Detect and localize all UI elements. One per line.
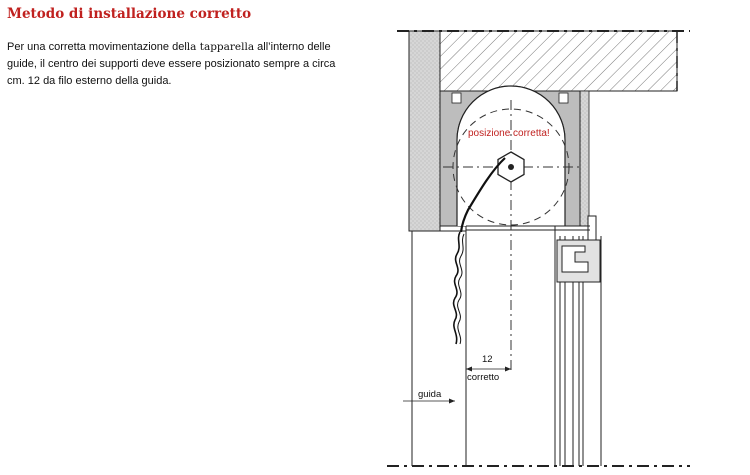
page-title: Metodo di installazione corretto	[7, 6, 252, 22]
guide-callout	[403, 389, 455, 404]
position-label: posizione corretta!	[468, 128, 550, 139]
guide-label: guida	[418, 389, 442, 400]
description-brand: la tapparella	[186, 41, 255, 53]
window-frame-profile	[466, 216, 600, 282]
dimension-12	[466, 354, 511, 383]
dimension-value: 12	[482, 354, 493, 365]
description-text-part2: all’interno delle guide, il centro dei supporti deve essere posizionato sempre a circa cm. 12 da filo esterno della guida.	[7, 41, 336, 87]
hex-shaft-icon	[498, 152, 524, 182]
description-text-part1: Per una corretta movimentazione del	[7, 41, 187, 53]
dimension-caption: corretto	[467, 372, 500, 383]
lintel-hatched	[440, 31, 677, 91]
